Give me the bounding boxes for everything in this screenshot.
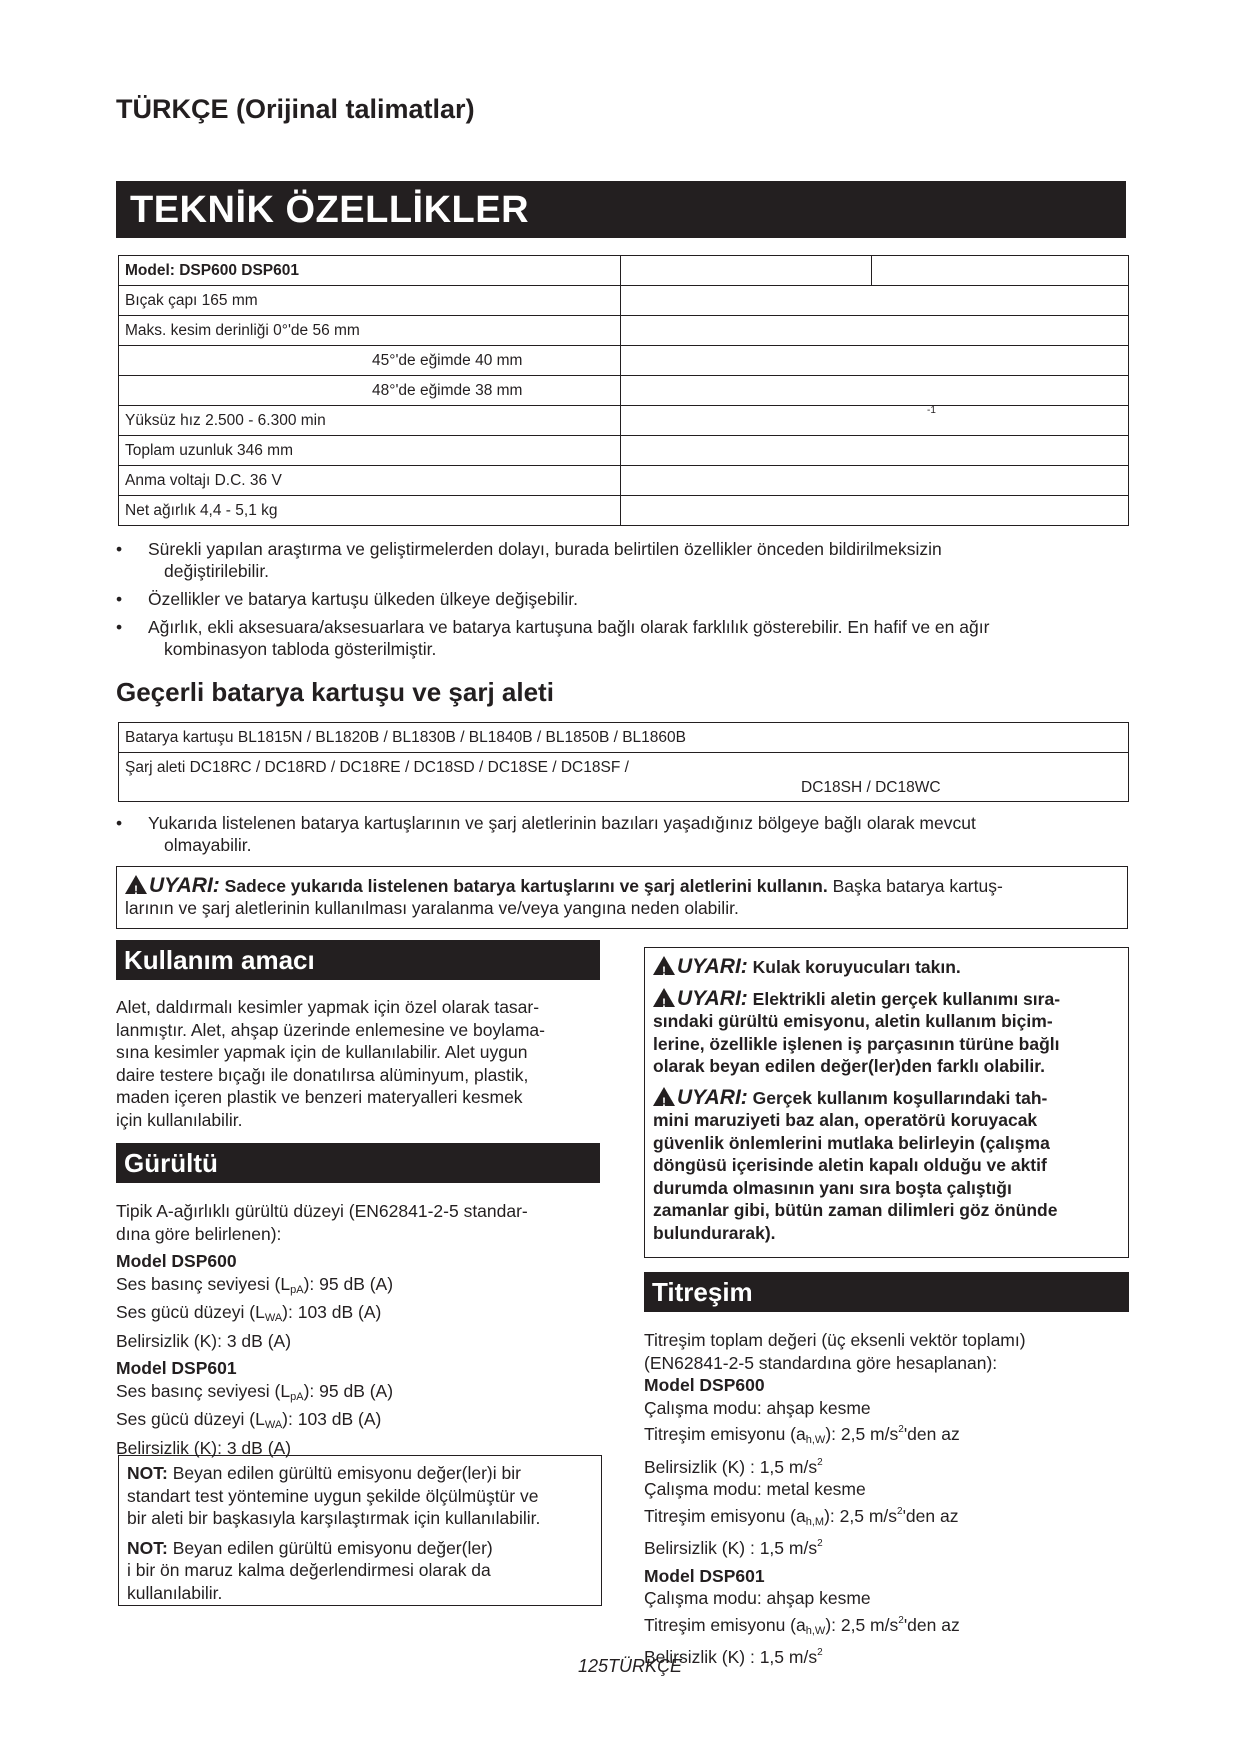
usage-section-title: Kullanım amacı: [124, 945, 315, 975]
spec-empty-cell: [621, 316, 1129, 346]
warning-safety-measures: ! UYARI: Gerçek kullanım koşullarındaki tah- mini maruziyeti baz alan, operatörü koruyacak güvenlik önlemlerini mutlaka belirleyin (çalışma döngüsü içerisinde aletin kapalı olduğu ve aktif durumda olmasının yanı sıra boşta çalıştığı zamanlar gibi, bütün zaman dilimleri göz önünde bulundurarak).: [653, 1085, 1058, 1243]
noise-model-dsp600: Model DSP600: [116, 1251, 237, 1271]
spec-unit-cell: [621, 406, 1129, 436]
overall-length-row: Toplam uzunluk 346 mm: [119, 436, 621, 466]
battery-row: Batarya kartuşu BL1815N / BL1820B / BL1830B / BL1840B / BL1850B / BL1860B: [119, 723, 1129, 753]
usage-section-bar: [116, 940, 600, 980]
spec-section-banner: [116, 181, 1126, 238]
blade-diameter-row: Bıçak çapı 165 mm: [119, 286, 621, 316]
vibration-text: Titreşim toplam değeri (üç eksenli vektör toplamı) (EN62841-2-5 standardına göre hesaplanan): Model DSP600 Çalışma modu: ahşap kesme Titreşim emisyonu $(a_{h,W})$: 2,5 $m/s^2'den$ az Belirsizlik (K) : 1,5 $m/s^2$ Çalışma modu: metal kesme Titreşim emisyonu $(a_{h,M})$: 2,5 $m/s^2'den$ az Belirsizlik (K) : 1,5 $m/s^2$ Model DSP601 Çalışma modu: ahşap kesme Titreşim emisyonu $(a_{h,W})$: 2,5 $m/s^2'den$ az Belirsizlik (K) : 1,5 $m/s^2$: [644, 1330, 1026, 1667]
warning-noise-emission: ! UYARI: Elektrikli aletin gerçek kullanımı sıra- sındaki gürültü emisyonu, aletin kullanım biçim- lerine, özellikle işlenen iş parçasının türüne bağlı olarak beyan edilen değer(ler)den farklı olabilir.: [653, 986, 1061, 1076]
rpm-exponent: -1: [927, 404, 936, 416]
no-load-speed-row: Yüksüz hız 2.500 - 6.300 min: [119, 406, 621, 436]
charger-list-2: DC18SH / DC18WC: [801, 779, 941, 796]
noise-model-dsp601: Model DSP601: [116, 1358, 237, 1378]
vibration-section-bar: [644, 1272, 1129, 1312]
spec-note-item: • Sürekli yapılan araştırma ve geliştirmelerden dolayı, burada belirtilen özellikler önceden bildirilmeksizin değiştirilebilir.: [116, 538, 1116, 582]
spec-table: [118, 255, 1129, 526]
spec-empty-cell: [621, 346, 1129, 376]
spec-section-title: TEKNİK ÖZELLİKLER: [130, 189, 530, 231]
warning-triangle-icon: !: [653, 1087, 675, 1106]
vibration-model-dsp601: Model DSP601: [644, 1565, 765, 1586]
note-label: NOT:: [127, 1463, 168, 1483]
spec-empty-cell: [872, 256, 1129, 286]
warning-bold-text: Sadece yukarıda listelenen batarya kartuşlarını ve şarj aletlerini kullanın.: [224, 876, 828, 896]
spec-empty-cell: [621, 496, 1129, 526]
page-footer: 125TÜRKÇE: [578, 1656, 683, 1676]
spec-empty-cell: [621, 286, 1129, 316]
warning-label: UYARI:: [149, 874, 220, 897]
bevel-45-row: 45°'de eğimde 40 mm: [119, 346, 621, 376]
warning-triangle-icon: !: [653, 956, 675, 975]
warning-ear-protection: ! UYARI: Kulak koruyucuları takın.: [653, 954, 1120, 979]
max-cut-depth-row: Maks. kesim derinliği 0°'de 56 mm: [119, 316, 621, 346]
spec-note-item: • Özellikler ve batarya kartuşu ülkeden ülkeye değişebilir.: [116, 588, 1116, 610]
noise-warning-box: [644, 947, 1129, 1258]
battery-notes: [116, 812, 1116, 862]
usage-text: Alet, daldırmalı kesimler yapmak için özel olarak tasar- lanmıştır. Alet, ahşap üzerinde enlemesine ve boylama- sına kesimler yapmak için de kullanılabilir. Alet uygun daire testere bıçağı ile donatılırsa alüminyum, plastik, maden içeren plastik ve benzeri materyalleri kesmek için kullanılabilir.: [116, 997, 545, 1130]
note-label: NOT:: [127, 1537, 168, 1558]
charger-row: [119, 753, 1129, 802]
spec-empty-cell: [621, 376, 1129, 406]
spec-empty-cell: [621, 436, 1129, 466]
noise-section-title: Gürültü: [124, 1148, 218, 1178]
battery-table: [118, 722, 1129, 802]
noise-text: Tipik A-ağırlıklı gürültü düzeyi (EN62841-2-5 standar- dına göre belirlenen): Model DSP600 Ses basınç seviyesi $(L_{pA})$: 95 dB (A) Ses gücü düzeyi $(L_{WA})$: 103 dB (A) Belirsizlik (K): 3 dB (A) Model DSP601 Ses basınç seviyesi $(L_{pA})$: 95 dB (A) Ses gücü düzeyi $(L_{WA})$: 103 dB (A) Belirsizlik (K): 3 dB (A): [116, 1201, 528, 1458]
model-row: Model: DSP600 DSP601: [119, 256, 621, 286]
battery-section-title: Geçerli batarya kartuşu ve şarj aleti: [116, 677, 554, 707]
vibration-section-title: Titreşim: [652, 1277, 753, 1307]
warning-triangle-icon: !: [125, 875, 147, 894]
noise-section-bar: [116, 1143, 600, 1183]
spec-empty-cell: [621, 466, 1129, 496]
warning-triangle-icon: !: [653, 988, 675, 1007]
charger-list-1: Şarj aleti DC18RC / DC18RD / DC18RE / DC18SD / DC18SE / DC18SF /: [125, 759, 629, 776]
net-weight-row: Net ağırlık 4,4 - 5,1 kg: [119, 496, 621, 526]
bevel-48-row: 48°'de eğimde 38 mm: [119, 376, 621, 406]
vibration-model-dsp600: Model DSP600: [644, 1375, 765, 1395]
spec-note-item: • Ağırlık, ekli aksesuara/aksesuarlara ve batarya kartuşuna bağlı olarak farklılık gösterebilir. En hafif ve en ağır kombinasyon tabloda gösterilmiştir.: [116, 616, 1116, 660]
battery-note-item: • Yukarıda listelenen batarya kartuşlarının ve şarj aletlerinin bazıları yaşadığınız bölgeye bağlı olarak mevcut olmayabilir.: [116, 812, 1116, 856]
language-title: TÜRKÇE (Orijinal talimatlar): [116, 94, 475, 124]
battery-warning-box: ! UYARI: Sadece yukarıda listelenen batarya kartuşlarını ve şarj aletlerini kullanın. Başka batarya kartuş- larının ve şarj aletlerinin kullanılması yaralanma ve/veya yangına neden olabilir.: [116, 866, 1128, 929]
rated-voltage-row: Anma voltajı D.C. 36 V: [119, 466, 621, 496]
noise-note-box: NOT: Beyan edilen gürültü emisyonu değer(ler)i bir standart test yöntemine uygun şekilde ölçülmüştür ve bir aleti bir başkasıyla karşılaştırmak için kullanılabilir. NOT: Beyan edilen gürültü emisyonu değer(ler) i bir ön maruz kalma değerlendirmesi olarak da kullanılabilir.: [118, 1455, 602, 1606]
spec-notes: [116, 538, 1116, 666]
spec-empty-cell: [621, 256, 872, 286]
